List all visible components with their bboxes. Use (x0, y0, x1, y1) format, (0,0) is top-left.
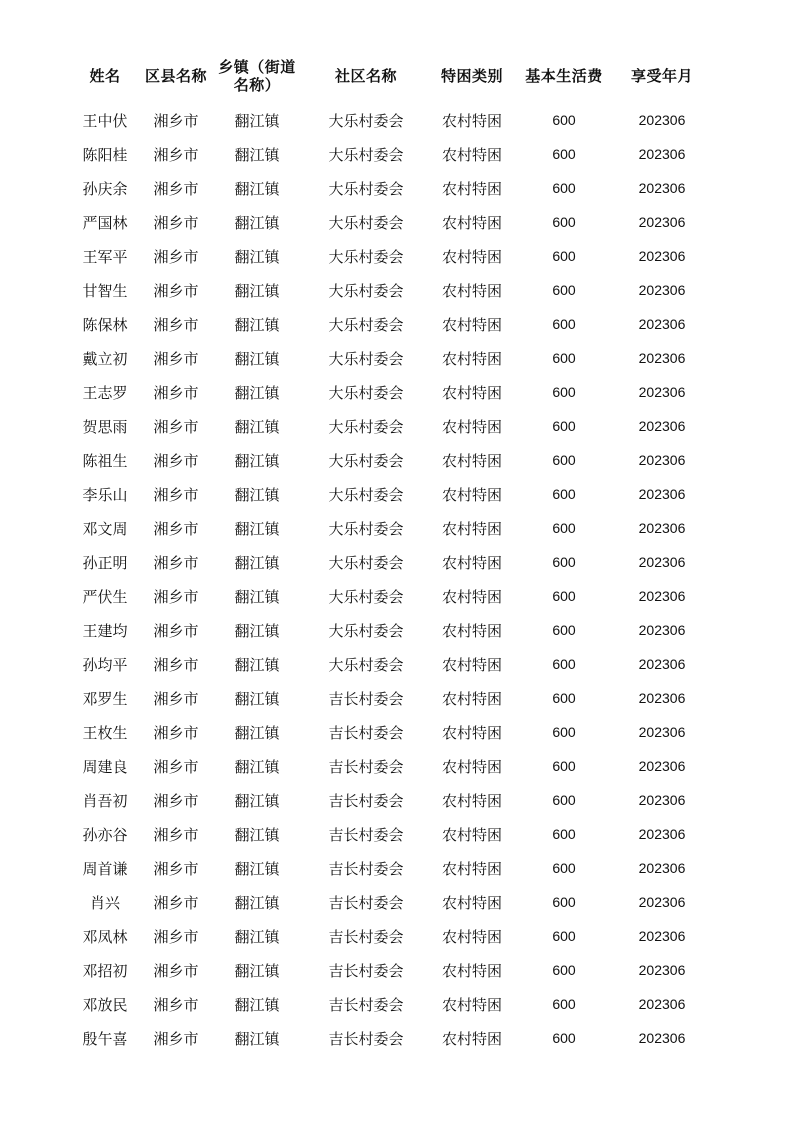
cell-county: 湘乡市 (153, 723, 199, 742)
cell-community: 大乐村委会 (328, 179, 404, 198)
table-row (70, 579, 710, 613)
cell-month: 202306 (638, 316, 686, 332)
cell-community: 吉长村委会 (328, 859, 404, 878)
cell-month: 202306 (638, 452, 686, 468)
cell-month: 202306 (638, 996, 686, 1012)
cell-living-fee: 600 (552, 588, 576, 604)
cell-category: 农村特困 (441, 689, 502, 708)
cell-month: 202306 (638, 418, 686, 434)
cell-town: 翻江镇 (234, 145, 280, 164)
cell-name: 贺思雨 (82, 417, 128, 436)
cell-month: 202306 (638, 690, 686, 706)
table-row (70, 953, 710, 987)
cell-month: 202306 (638, 860, 686, 876)
cell-category: 农村特困 (441, 145, 502, 164)
cell-category: 农村特困 (441, 723, 502, 742)
cell-county: 湘乡市 (153, 655, 199, 674)
table-row (70, 545, 710, 579)
cell-category: 农村特困 (441, 655, 502, 674)
cell-county: 湘乡市 (153, 417, 199, 436)
cell-community: 大乐村委会 (328, 247, 404, 266)
cell-community: 大乐村委会 (328, 621, 404, 640)
cell-living-fee: 600 (552, 996, 576, 1012)
cell-community: 大乐村委会 (328, 315, 404, 334)
cell-name: 王枚生 (82, 723, 128, 742)
cell-category: 农村特困 (441, 519, 502, 538)
cell-name: 邓招初 (82, 961, 128, 980)
cell-living-fee: 600 (552, 146, 576, 162)
cell-name: 邓放民 (82, 995, 128, 1014)
header-category: 特困类别 (440, 67, 503, 85)
cell-month: 202306 (638, 894, 686, 910)
cell-category: 农村特困 (441, 383, 502, 402)
cell-community: 吉长村委会 (328, 825, 404, 844)
cell-community: 大乐村委会 (328, 281, 404, 300)
cell-living-fee: 600 (552, 656, 576, 672)
cell-county: 湘乡市 (153, 315, 199, 334)
cell-county: 湘乡市 (153, 111, 199, 130)
table-row (70, 715, 710, 749)
cell-town: 翻江镇 (234, 349, 280, 368)
cell-county: 湘乡市 (153, 451, 199, 470)
cell-county: 湘乡市 (153, 961, 199, 980)
cell-living-fee: 600 (552, 282, 576, 298)
cell-category: 农村特困 (441, 553, 502, 572)
cell-community: 大乐村委会 (328, 213, 404, 232)
cell-name: 孙正明 (82, 553, 128, 572)
cell-category: 农村特困 (441, 791, 502, 810)
cell-town: 翻江镇 (234, 757, 280, 776)
cell-living-fee: 600 (552, 486, 576, 502)
cell-living-fee: 600 (552, 112, 576, 128)
cell-living-fee: 600 (552, 894, 576, 910)
cell-town: 翻江镇 (234, 417, 280, 436)
cell-community: 大乐村委会 (328, 485, 404, 504)
cell-name: 孙庆余 (82, 179, 128, 198)
cell-category: 农村特困 (441, 417, 502, 436)
cell-month: 202306 (638, 520, 686, 536)
cell-month: 202306 (638, 758, 686, 774)
cell-county: 湘乡市 (153, 281, 199, 300)
table-row (70, 443, 710, 477)
cell-county: 湘乡市 (153, 383, 199, 402)
cell-county: 湘乡市 (153, 689, 199, 708)
cell-category: 农村特困 (441, 995, 502, 1014)
cell-county: 湘乡市 (153, 485, 199, 504)
cell-community: 吉长村委会 (328, 757, 404, 776)
table-header (70, 52, 710, 100)
cell-name: 陈保林 (82, 315, 128, 334)
cell-living-fee: 600 (552, 316, 576, 332)
cell-name: 严国林 (82, 213, 128, 232)
cell-community: 吉长村委会 (328, 689, 404, 708)
cell-county: 湘乡市 (153, 859, 199, 878)
cell-town: 翻江镇 (234, 553, 280, 572)
cell-category: 农村特困 (441, 315, 502, 334)
cell-community: 大乐村委会 (328, 349, 404, 368)
cell-community: 大乐村委会 (328, 587, 404, 606)
table-row (70, 341, 710, 375)
cell-name: 严伏生 (82, 587, 128, 606)
cell-month: 202306 (638, 112, 686, 128)
cell-month: 202306 (638, 656, 686, 672)
table-row (70, 137, 710, 171)
cell-county: 湘乡市 (153, 825, 199, 844)
cell-living-fee: 600 (552, 928, 576, 944)
cell-name: 肖吾初 (82, 791, 128, 810)
cell-month: 202306 (638, 248, 686, 264)
cell-county: 湘乡市 (153, 349, 199, 368)
cell-category: 农村特困 (441, 757, 502, 776)
cell-name: 李乐山 (82, 485, 128, 504)
cell-community: 大乐村委会 (328, 111, 404, 130)
cell-category: 农村特困 (441, 349, 502, 368)
cell-living-fee: 600 (552, 860, 576, 876)
cell-category: 农村特困 (441, 859, 502, 878)
cell-category: 农村特困 (441, 893, 502, 912)
cell-county: 湘乡市 (153, 145, 199, 164)
cell-month: 202306 (638, 1030, 686, 1046)
cell-category: 农村特困 (441, 485, 502, 504)
cell-category: 农村特困 (441, 621, 502, 640)
cell-county: 湘乡市 (153, 757, 199, 776)
cell-month: 202306 (638, 724, 686, 740)
cell-month: 202306 (638, 962, 686, 978)
cell-category: 农村特困 (441, 587, 502, 606)
table-row (70, 613, 710, 647)
cell-town: 翻江镇 (234, 213, 280, 232)
cell-living-fee: 600 (552, 452, 576, 468)
cell-living-fee: 600 (552, 520, 576, 536)
table-row (70, 375, 710, 409)
table-row (70, 239, 710, 273)
cell-town: 翻江镇 (234, 791, 280, 810)
cell-living-fee: 600 (552, 350, 576, 366)
cell-county: 湘乡市 (153, 519, 199, 538)
cell-town: 翻江镇 (234, 927, 280, 946)
cell-month: 202306 (638, 180, 686, 196)
cell-category: 农村特困 (441, 927, 502, 946)
cell-month: 202306 (638, 554, 686, 570)
cell-town: 翻江镇 (234, 859, 280, 878)
cell-community: 吉长村委会 (328, 995, 404, 1014)
cell-month: 202306 (638, 928, 686, 944)
cell-town: 翻江镇 (234, 519, 280, 538)
table-row (70, 477, 710, 511)
cell-category: 农村特困 (441, 961, 502, 980)
cell-town: 翻江镇 (234, 179, 280, 198)
table-row (70, 205, 710, 239)
cell-community: 大乐村委会 (328, 519, 404, 538)
cell-category: 农村特困 (441, 451, 502, 470)
table-body (70, 103, 710, 1055)
cell-town: 翻江镇 (234, 825, 280, 844)
header-month: 享受年月 (630, 67, 693, 85)
header-town: 乡镇（街道名称） (218, 58, 296, 94)
table-row (70, 273, 710, 307)
cell-name: 殷午喜 (82, 1029, 128, 1048)
table-row (70, 817, 710, 851)
cell-county: 湘乡市 (153, 621, 199, 640)
cell-living-fee: 600 (552, 1030, 576, 1046)
cell-name: 周首谦 (82, 859, 128, 878)
cell-name: 周建良 (82, 757, 128, 776)
table-row (70, 409, 710, 443)
cell-community: 大乐村委会 (328, 553, 404, 572)
table-row (70, 987, 710, 1021)
cell-town: 翻江镇 (234, 485, 280, 504)
table-row (70, 885, 710, 919)
cell-county: 湘乡市 (153, 213, 199, 232)
cell-living-fee: 600 (552, 554, 576, 570)
cell-town: 翻江镇 (234, 111, 280, 130)
cell-living-fee: 600 (552, 248, 576, 264)
cell-month: 202306 (638, 214, 686, 230)
cell-name: 孙均平 (82, 655, 128, 674)
cell-name: 陈阳桂 (82, 145, 128, 164)
cell-town: 翻江镇 (234, 689, 280, 708)
cell-community: 大乐村委会 (328, 383, 404, 402)
cell-name: 孙亦谷 (82, 825, 128, 844)
cell-name: 邓凤林 (82, 927, 128, 946)
table-row (70, 307, 710, 341)
table-row (70, 681, 710, 715)
table-row (70, 103, 710, 137)
header-community: 社区名称 (334, 67, 397, 85)
cell-town: 翻江镇 (234, 1029, 280, 1048)
cell-community: 大乐村委会 (328, 655, 404, 674)
cell-community: 吉长村委会 (328, 961, 404, 980)
cell-living-fee: 600 (552, 962, 576, 978)
table-row (70, 1021, 710, 1055)
cell-name: 陈祖生 (82, 451, 128, 470)
table-row (70, 919, 710, 953)
cell-name: 邓罗生 (82, 689, 128, 708)
cell-town: 翻江镇 (234, 315, 280, 334)
cell-name: 王建均 (82, 621, 128, 640)
cell-community: 吉长村委会 (328, 723, 404, 742)
cell-town: 翻江镇 (234, 587, 280, 606)
table-row (70, 749, 710, 783)
cell-month: 202306 (638, 486, 686, 502)
cell-county: 湘乡市 (153, 587, 199, 606)
cell-town: 翻江镇 (234, 621, 280, 640)
cell-living-fee: 600 (552, 826, 576, 842)
cell-month: 202306 (638, 588, 686, 604)
cell-name: 王军平 (82, 247, 128, 266)
cell-town: 翻江镇 (234, 723, 280, 742)
cell-living-fee: 600 (552, 758, 576, 774)
cell-category: 农村特困 (441, 111, 502, 130)
cell-community: 吉长村委会 (328, 791, 404, 810)
header-living-fee: 基本生活费 (525, 67, 603, 85)
cell-community: 吉长村委会 (328, 893, 404, 912)
cell-category: 农村特困 (441, 281, 502, 300)
cell-month: 202306 (638, 146, 686, 162)
cell-county: 湘乡市 (153, 247, 199, 266)
cell-category: 农村特困 (441, 247, 502, 266)
cell-community: 大乐村委会 (328, 145, 404, 164)
cell-community: 吉长村委会 (328, 927, 404, 946)
cell-living-fee: 600 (552, 792, 576, 808)
cell-living-fee: 600 (552, 418, 576, 434)
cell-town: 翻江镇 (234, 655, 280, 674)
cell-county: 湘乡市 (153, 179, 199, 198)
cell-category: 农村特困 (441, 825, 502, 844)
cell-town: 翻江镇 (234, 247, 280, 266)
cell-living-fee: 600 (552, 214, 576, 230)
cell-county: 湘乡市 (153, 553, 199, 572)
header-county: 区县名称 (144, 67, 207, 85)
header-name: 姓名 (89, 67, 121, 85)
cell-living-fee: 600 (552, 622, 576, 638)
cell-town: 翻江镇 (234, 383, 280, 402)
cell-town: 翻江镇 (234, 451, 280, 470)
cell-name: 戴立初 (82, 349, 128, 368)
cell-name: 肖兴 (89, 893, 120, 912)
cell-category: 农村特困 (441, 1029, 502, 1048)
cell-month: 202306 (638, 792, 686, 808)
cell-month: 202306 (638, 622, 686, 638)
cell-month: 202306 (638, 350, 686, 366)
cell-community: 大乐村委会 (328, 417, 404, 436)
cell-living-fee: 600 (552, 180, 576, 196)
cell-town: 翻江镇 (234, 893, 280, 912)
cell-county: 湘乡市 (153, 995, 199, 1014)
cell-county: 湘乡市 (153, 1029, 199, 1048)
cell-category: 农村特困 (441, 179, 502, 198)
cell-name: 邓文周 (82, 519, 128, 538)
cell-living-fee: 600 (552, 384, 576, 400)
cell-county: 湘乡市 (153, 893, 199, 912)
cell-town: 翻江镇 (234, 281, 280, 300)
relief-roster-table (70, 52, 710, 1048)
cell-county: 湘乡市 (153, 927, 199, 946)
cell-name: 王志罗 (82, 383, 128, 402)
table-row (70, 171, 710, 205)
cell-county: 湘乡市 (153, 791, 199, 810)
table-row (70, 511, 710, 545)
cell-month: 202306 (638, 384, 686, 400)
cell-name: 甘智生 (82, 281, 128, 300)
cell-living-fee: 600 (552, 690, 576, 706)
cell-month: 202306 (638, 282, 686, 298)
cell-community: 吉长村委会 (328, 1029, 404, 1048)
cell-community: 大乐村委会 (328, 451, 404, 470)
table-row (70, 647, 710, 681)
cell-category: 农村特困 (441, 213, 502, 232)
cell-town: 翻江镇 (234, 995, 280, 1014)
cell-month: 202306 (638, 826, 686, 842)
table-row (70, 851, 710, 885)
table-row (70, 783, 710, 817)
cell-living-fee: 600 (552, 724, 576, 740)
cell-town: 翻江镇 (234, 961, 280, 980)
cell-name: 王中伏 (82, 111, 128, 130)
